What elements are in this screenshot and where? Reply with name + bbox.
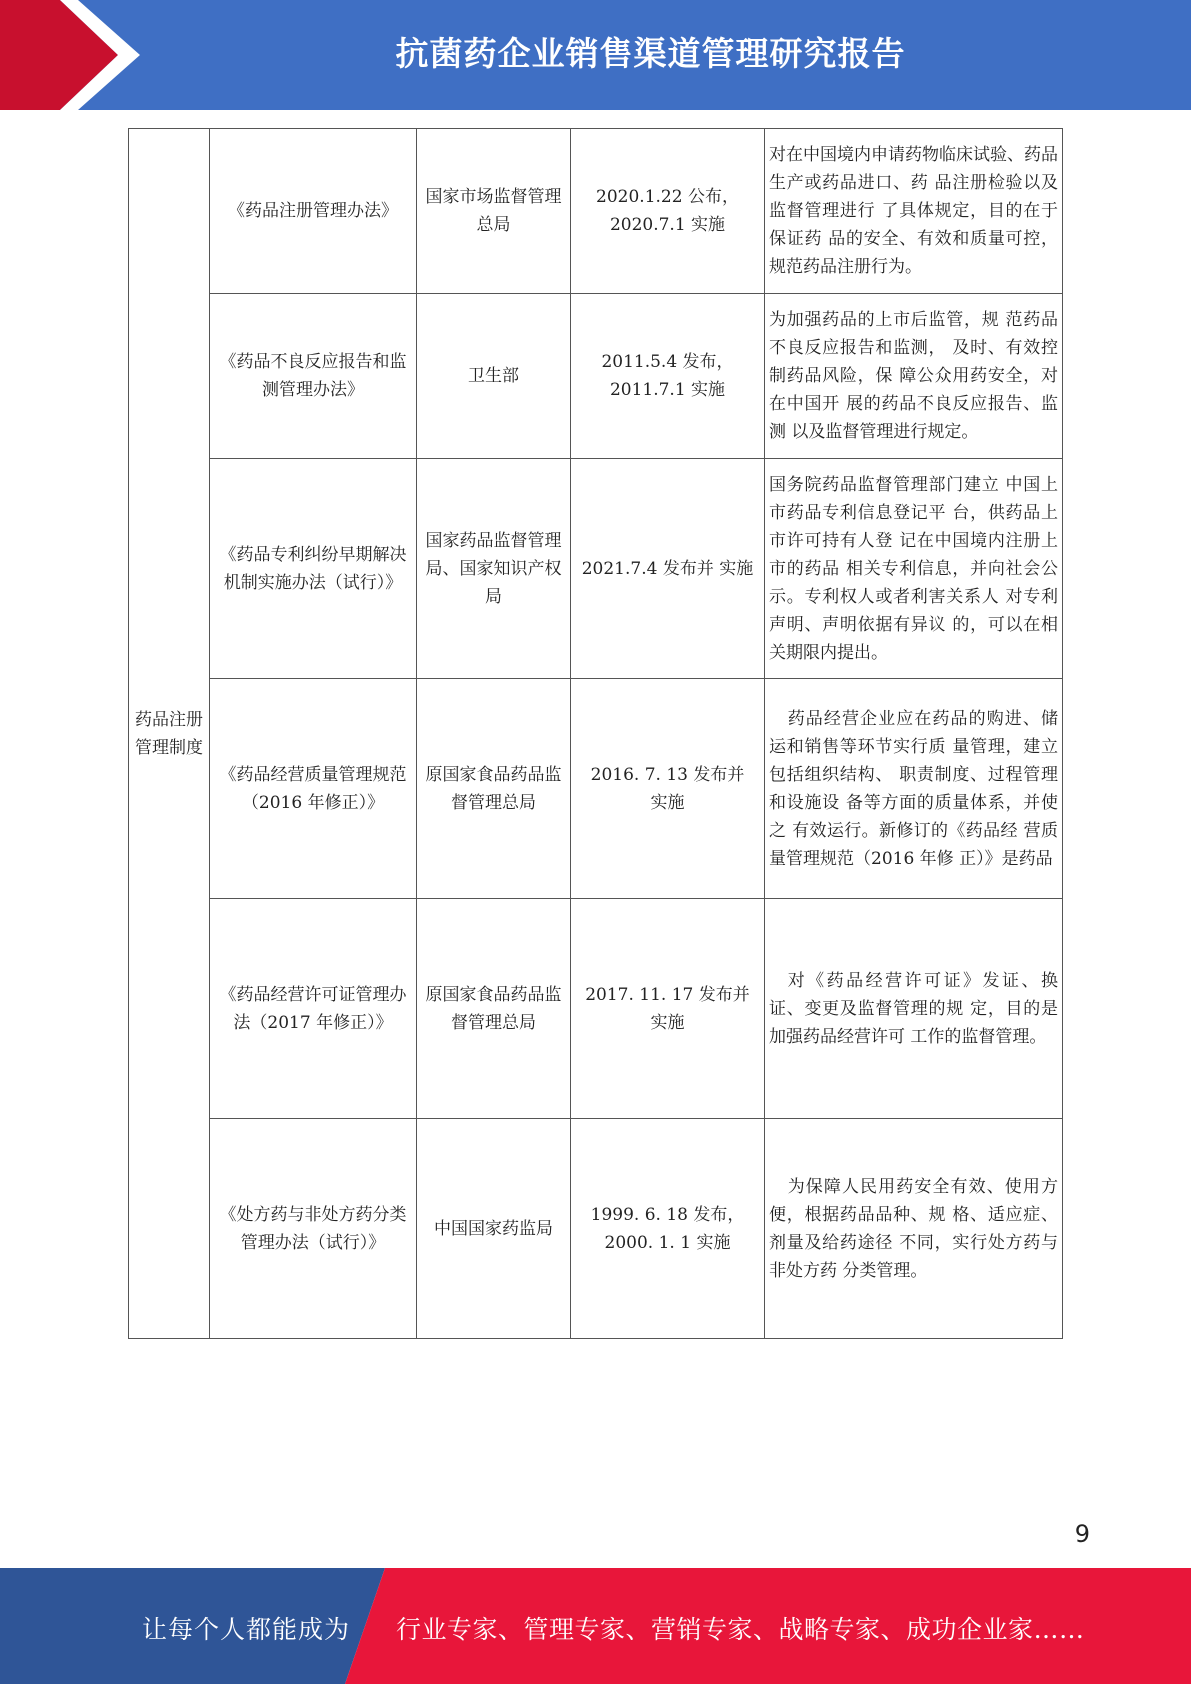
regulation-description: 对在中国境内申请药物临床试验、药品生产或药品进口、药 品注册检验以及监督管理进行 了具体规定，目的在于保证药 品的安全、有效和质量可控， 规范药品注册行为。 [765, 129, 1063, 294]
table-row [129, 679, 1063, 899]
issuing-authority: 国家药品监督管理局、国家知识产权局 [417, 459, 571, 679]
issue-date: 1999. 6. 18 发布，2000. 1. 1 实施 [571, 1119, 765, 1339]
issue-date: 2016. 7. 13 发布并实施 [571, 679, 765, 899]
document-title: 抗菌药企业销售渠道管理研究报告 [395, 34, 906, 73]
header-arrow-decoration [0, 0, 160, 110]
regulation-table [128, 128, 1063, 1339]
regulation-description: 对《药品经营许可证》发证、换证、变更及监督管理的规 定，目的是加强药品经营许可 工作的监督管理。 [765, 899, 1063, 1119]
regulation-name: 《药品注册管理办法》 [210, 129, 417, 294]
regulation-name: 《药品不良反应报告和监测管理办法》 [210, 294, 417, 459]
issue-date: 2021.7.4 发布并 实施 [571, 459, 765, 679]
regulation-description: 为加强药品的上市后监管，规 范药品不良反应报告和监测， 及时、有效控制药品风险，保 障公众用药安全，对在中国开 展的药品不良反应报告、监测 以及监督管理进行规定。 [765, 294, 1063, 459]
issuing-authority: 中国国家药监局 [417, 1119, 571, 1339]
regulation-name: 《药品经营许可证管理办法（2017 年修正）》 [210, 899, 417, 1119]
footer-slogan-right: 行业专家、管理专家、营销专家、战略专家、成功企业家…… [396, 1615, 1085, 1644]
regulation-name: 《药品经营质量管理规范（2016 年修正）》 [210, 679, 417, 899]
issuing-authority: 国家市场监督管理总局 [417, 129, 571, 294]
page-number: 9 [1074, 1520, 1090, 1548]
issuing-authority: 卫生部 [417, 294, 571, 459]
issuing-authority: 原国家食品药品监督管理总局 [417, 679, 571, 899]
regulation-description: 为保障人民用药安全有效、使用方便，根据药品品种、规 格、适应症、剂量及给药途径 不同，实行处方药与非处方药 分类管理。 [765, 1119, 1063, 1339]
page-header [0, 0, 1191, 110]
table-row [129, 899, 1063, 1119]
issue-date: 2017. 11. 17 发布并实施 [571, 899, 765, 1119]
regulation-name: 《药品专利纠纷早期解决机制实施办法（试行）》 [210, 459, 417, 679]
issuing-authority: 原国家食品药品监督管理总局 [417, 899, 571, 1119]
issue-date: 2020.1.22 公布，2020.7.1 实施 [571, 129, 765, 294]
regulation-description: 药品经营企业应在药品的购进、储运和销售等环节实行质 量管理，建立包括组织结构、 职责制度、过程管理和设施设 备等方面的质量体系，并使之 有效运行。新修订的《药品经 营质量管理规范（2016 年修 正）》是药品 [765, 679, 1063, 899]
category-cell: 药品注册管理制度 [129, 129, 210, 1339]
issue-date: 2011.5.4 发布，2011.7.1 实施 [571, 294, 765, 459]
table-row [129, 294, 1063, 459]
regulation-description: 国务院药品监督管理部门建立 中国上市药品专利信息登记平 台，供药品上市许可持有人登 记在中国境内注册上市的药品 相关专利信息，并向社会公 示。专利权人或者利害关系人 对专利声明、声明依据有异议 的，可以在相关期限内提出。 [765, 459, 1063, 679]
regulation-name: 《处方药与非处方药分类管理办法（试行）》 [210, 1119, 417, 1339]
table-row [129, 129, 1063, 294]
table-row [129, 459, 1063, 679]
footer-slogan-left: 让每个人都能成为 [142, 1615, 351, 1644]
table-row [129, 1119, 1063, 1339]
page-footer [0, 1568, 1191, 1684]
